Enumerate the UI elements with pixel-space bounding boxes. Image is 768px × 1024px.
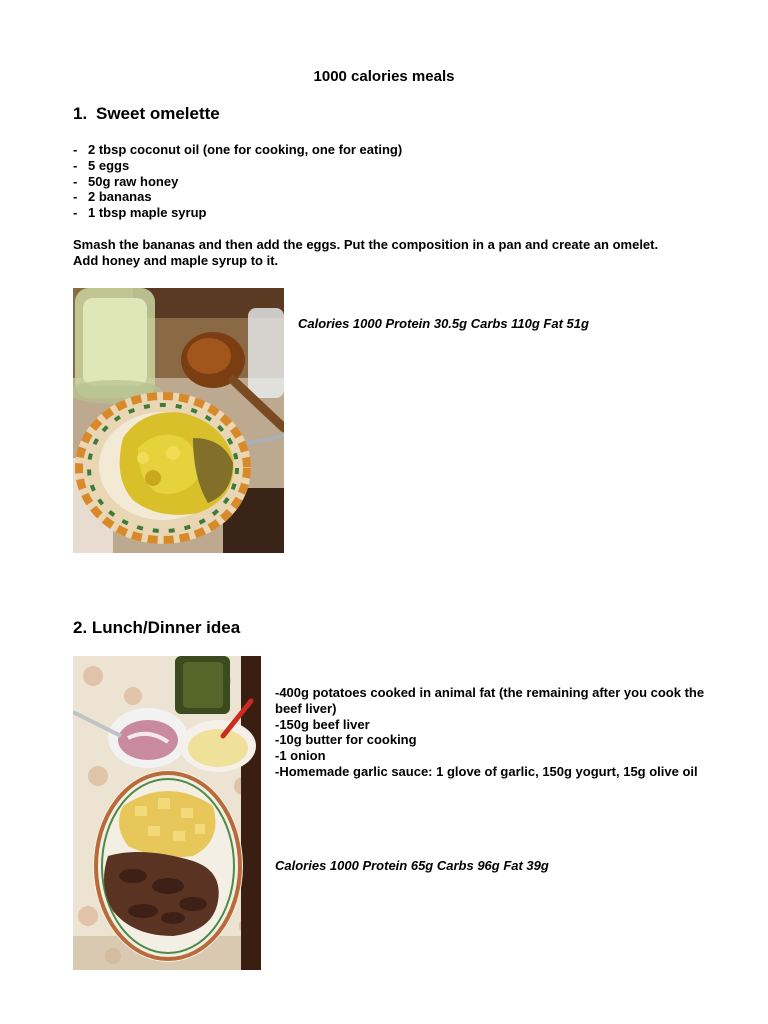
omelette-photo-illustration	[73, 288, 284, 553]
section-1-number: 1.	[73, 104, 88, 123]
list-item: -10g butter for cooking	[275, 732, 417, 748]
section-2-calories: Calories 1000 Protein 65g Carbs 96g Fat 39g	[275, 858, 549, 873]
list-item: - 2 tbsp coconut oil (one for cooking, one for eating)	[73, 142, 403, 157]
list-item: - 1 tbsp maple syrup	[73, 205, 207, 221]
list-item: -150g beef liver	[275, 716, 370, 732]
section-1-calories: Calories 1000 Protein 30.5g Carbs 110g Fat 51g	[298, 316, 589, 331]
section-1-instructions: Smash the bananas and then add the eggs. Put the composition in a pan and create an omelet. Add honey and maple syrup to it.	[73, 237, 659, 268]
lunch-dinner-photo	[73, 656, 261, 970]
section-1-heading	[73, 104, 220, 124]
section-2-heading: 2. Lunch/Dinner idea	[73, 618, 241, 637]
list-item: -400g potatoes cooked in animal fat (the remaining after you cook the beef liver)	[275, 685, 705, 716]
section-2-ingredient-list	[275, 685, 705, 780]
section-1-title: Sweet omelette	[96, 104, 220, 123]
lunch-dinner-photo-illustration	[73, 656, 261, 970]
list-item: - 50g raw honey	[73, 173, 179, 189]
section-1-ingredient-list	[73, 142, 402, 221]
omelette-photo	[73, 288, 284, 553]
list-item: - 2 bananas	[73, 189, 152, 205]
list-item: -Homemade garlic sauce: 1 glove of garlic, 150g yogurt, 15g olive oil	[275, 763, 698, 779]
document-title: 1000 calories meals	[313, 68, 455, 85]
list-item: - 5 eggs	[73, 157, 130, 173]
list-item: -1 onion	[275, 748, 326, 764]
